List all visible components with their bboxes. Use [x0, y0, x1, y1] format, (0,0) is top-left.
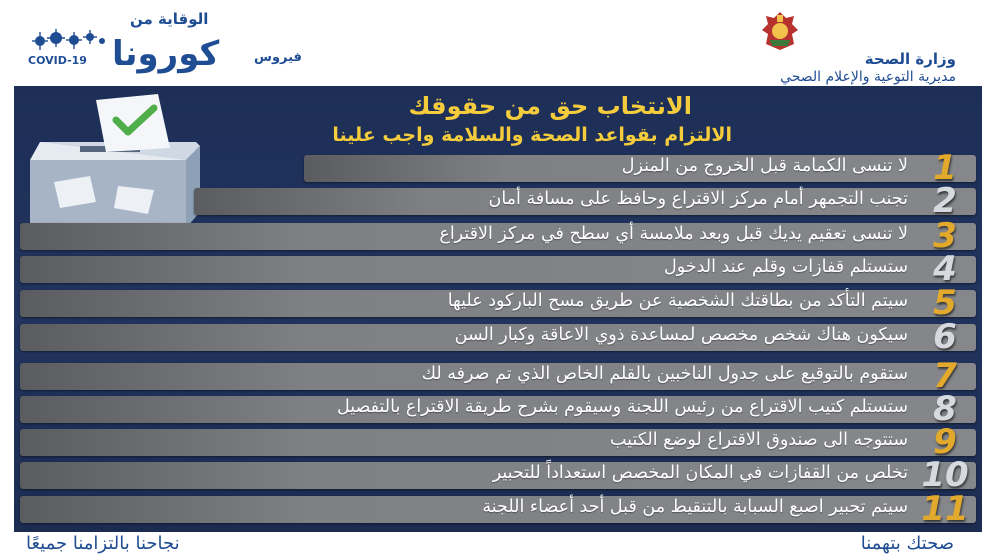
rule-number: 2 — [933, 181, 957, 221]
rule-text: لا تنسى الكمامة قبل الخروج من المنزل — [621, 156, 908, 176]
jordan-crest-icon — [758, 10, 802, 52]
rule-number: 11 — [921, 489, 969, 529]
rule-row-4 — [20, 249, 976, 289]
rule-row-1 — [304, 148, 976, 188]
ballot-box-icon — [20, 90, 210, 240]
rule-row-2 — [194, 181, 976, 221]
rule-text: ستتوجه الى صندوق الاقتراع لوضع الكتيب — [609, 430, 908, 450]
directorate-name: مديرية التوعية والإعلام الصحي — [780, 69, 956, 85]
covid-label: COVID-19 — [28, 54, 87, 67]
rule-row-10 — [20, 455, 976, 495]
rule-text: سيكون هناك شخص مخصص لمساعدة ذوي الاعاقة وكبار السن — [454, 325, 908, 345]
rule-number: 8 — [933, 389, 957, 429]
rule-number: 1 — [933, 148, 957, 188]
ministry-block — [600, 8, 960, 85]
rule-text: ستقوم بالتوقيع على جدول الناخبين بالقلم الخاص الذي تم صرفه لك — [421, 364, 908, 384]
rule-text: سيتم التأكد من بطاقتك الشخصية عن طريق مسح الباركود عليها — [447, 291, 908, 311]
header — [0, 0, 994, 84]
rules-panel — [14, 86, 982, 532]
rule-text: ستستلم قفازات وقلم عند الدخول — [664, 257, 908, 277]
rule-text: تجنب التجمهر أمام مركز الاقتراع وحافظ على مسافة أمان — [488, 189, 908, 209]
rule-row-5 — [20, 283, 976, 323]
footer-slogan-left: نجاحنا بالتزامنا جميعًا — [26, 533, 180, 554]
rule-number: 3 — [933, 216, 957, 256]
rule-text: ستستلم كتيب الاقتراع من رئيس اللجنة وسيقوم بشرح طريقة الاقتراع بالتفصيل — [336, 397, 908, 417]
rule-number: 6 — [933, 317, 957, 357]
ministry-name: وزارة الصحة — [864, 50, 956, 68]
campaign-prevention: الوقاية من — [130, 10, 209, 28]
rule-number: 7 — [933, 356, 957, 396]
rule-number: 5 — [933, 283, 957, 323]
rule-row-6 — [20, 317, 976, 357]
rule-row-8 — [20, 389, 976, 429]
campaign-logo — [26, 10, 326, 80]
virus-icon — [30, 28, 108, 54]
campaign-virus: فيروس — [254, 50, 302, 65]
rule-text: سيتم تحبير اصبع السبابة بالتنقيط من قبل أحد أعضاء اللجنة — [482, 497, 908, 517]
rule-row-11 — [20, 489, 976, 529]
main-title: الانتخاب حق من حقوقك — [408, 92, 692, 120]
campaign-corona: كورونا — [112, 34, 220, 74]
rule-row-3 — [20, 216, 976, 256]
sub-title: الالتزام بقواعد الصحة والسلامة واجب علينا — [332, 124, 732, 146]
rule-number: 4 — [933, 249, 957, 289]
rule-text: تخلص من القفازات في المكان المخصص استعداداً للتحبير — [492, 463, 908, 483]
footer-slogan-right: صحتك بتهمنا — [860, 533, 954, 554]
rule-number: 9 — [933, 422, 957, 462]
rule-row-7 — [20, 356, 976, 396]
rule-row-9 — [20, 422, 976, 462]
rule-number: 10 — [921, 455, 969, 495]
rule-text: لا تنسى تعقيم يديك قبل وبعد ملامسة أي سطح في مركز الاقتراع — [439, 224, 908, 244]
